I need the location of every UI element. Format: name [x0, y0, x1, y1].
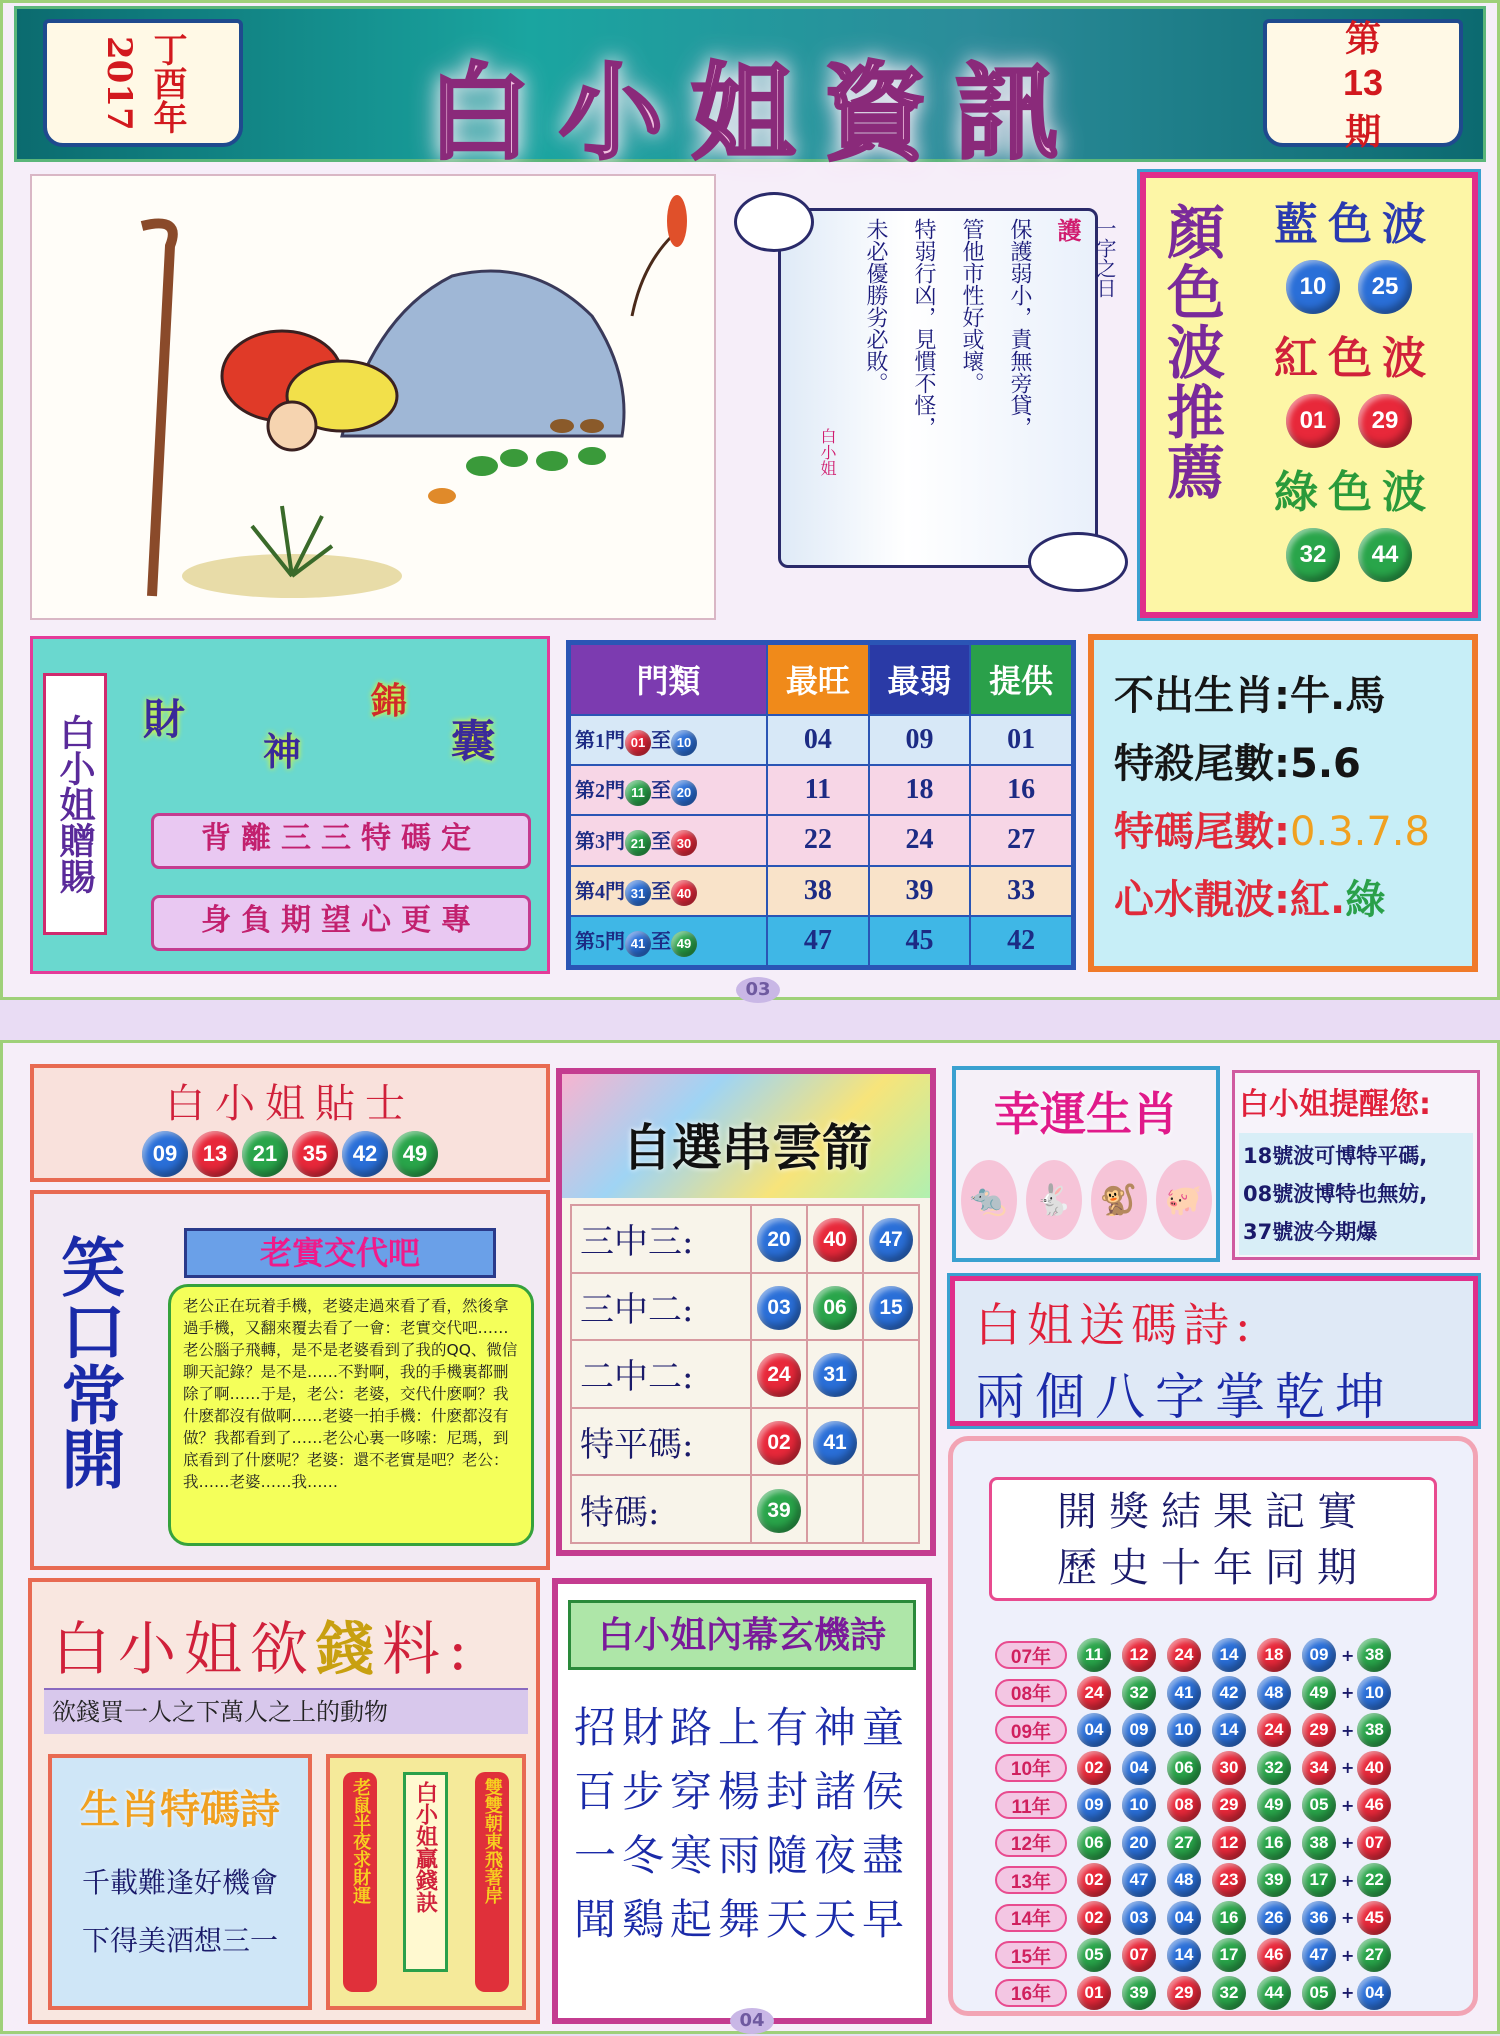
door-table-row: [570, 765, 1072, 815]
number-ball: 31: [625, 880, 651, 906]
number-ball: 20: [757, 1218, 801, 1262]
tip-wave-label: 心水靚波:紅.: [1114, 877, 1346, 923]
tip-special-tail-value: 0.3.7.8: [1290, 809, 1430, 855]
pick-row: [571, 1340, 919, 1408]
wave-label: 紅色波: [1274, 333, 1436, 384]
history-year: 10年: [995, 1754, 1067, 1782]
door-range-cell: [570, 916, 767, 966]
number-ball: 29: [1212, 1788, 1246, 1822]
scroll-panel: [728, 188, 1128, 608]
number-ball: 29: [1167, 1976, 1201, 2010]
number-ball: 06: [1077, 1826, 1111, 1860]
number-ball: 47: [869, 1218, 913, 1262]
wave-label: 藍色波: [1274, 199, 1436, 250]
history-year: 14年: [995, 1904, 1067, 1932]
year: 2017: [99, 35, 139, 131]
number-ball: 23: [1212, 1863, 1246, 1897]
door-value-cell: 11: [767, 765, 869, 815]
pick-cell: [751, 1340, 807, 1408]
history-year: 08年: [995, 1679, 1067, 1707]
history-year: 13年: [995, 1866, 1067, 1894]
number-ball: 18: [1257, 1638, 1291, 1672]
tips-title: 白小姐貼士: [165, 1081, 415, 1127]
lantern-right: 雙雙朝東飛著岸: [475, 1772, 509, 1992]
door-value-cell: 09: [869, 715, 971, 765]
number-ball: 38: [1357, 1713, 1391, 1747]
masthead: [14, 6, 1486, 174]
page-number-top: 03: [736, 977, 780, 1003]
lucky-animals: [956, 1160, 1216, 1240]
number-ball: 07: [1357, 1826, 1391, 1860]
money-title-2: 料:: [382, 1615, 476, 1683]
tips-panel: [1088, 634, 1478, 972]
number-ball: 02: [1077, 1863, 1111, 1897]
gift-phrase-1: 背離三三特碼定: [151, 813, 531, 869]
pick-cell: [863, 1408, 919, 1476]
number-ball: 46: [1257, 1938, 1291, 1972]
number-ball: 21: [242, 1131, 288, 1177]
zodiac-year: 丁酉年: [147, 32, 187, 134]
number-ball: 49: [1302, 1676, 1336, 1710]
number-ball: 47: [1122, 1863, 1156, 1897]
number-ball: 45: [1357, 1901, 1391, 1935]
number-ball: 10: [1286, 260, 1340, 314]
door-table-header-cell: 提供: [970, 644, 1072, 715]
number-poem-line: 兩個八字掌乾坤: [975, 1368, 1395, 1426]
number-poem-title: 白姐送碼詩:: [975, 1298, 1257, 1352]
rat-icon: 🐀: [961, 1160, 1017, 1240]
door-value-cell: 45: [869, 916, 971, 966]
pick-cell: [863, 1273, 919, 1341]
number-ball: 35: [292, 1131, 338, 1177]
number-ball: 10: [1167, 1713, 1201, 1747]
number-ball: 29: [1358, 394, 1412, 448]
door-value-cell: 47: [767, 916, 869, 966]
number-ball: 41: [625, 931, 651, 957]
number-ball: 40: [1357, 1751, 1391, 1785]
char-shen: 神: [263, 729, 302, 774]
pick-cell: [863, 1340, 919, 1408]
number-ball: 11: [1077, 1638, 1111, 1672]
pick-label: 特碼:: [571, 1475, 751, 1543]
joke-title: 老實交代吧: [184, 1228, 496, 1278]
number-ball: 39: [1122, 1976, 1156, 2010]
pick-cell: [807, 1205, 863, 1273]
number-ball: 06: [813, 1286, 857, 1330]
door-label: 第3門: [575, 830, 625, 853]
number-ball: 20: [671, 780, 697, 806]
history-year: 07年: [995, 1641, 1067, 1669]
money-title-money: 錢: [316, 1615, 383, 1683]
number-ball: 08: [1167, 1788, 1201, 1822]
pick-cell: [863, 1475, 919, 1543]
history-year: 15年: [995, 1941, 1067, 1969]
number-ball: 48: [1167, 1863, 1201, 1897]
pick-cell: [863, 1205, 919, 1273]
number-ball: 16: [1257, 1826, 1291, 1860]
plus-sign: +: [1341, 1983, 1355, 2002]
pick-label: 二中二:: [571, 1340, 751, 1408]
number-ball: 24: [1077, 1676, 1111, 1710]
number-ball: 05: [1302, 1788, 1336, 1822]
number-ball: 01: [625, 730, 651, 756]
lucky-title: 幸運生肖: [994, 1087, 1178, 1141]
number-ball: 30: [1212, 1751, 1246, 1785]
number-ball: 24: [757, 1353, 801, 1397]
scroll-line: 保護弱小，責無旁貸，: [1007, 218, 1032, 438]
number-ball: 47: [1302, 1938, 1336, 1972]
rabbit-icon: 🐇: [1026, 1160, 1082, 1240]
reminder-title: 白小姐提醒您:: [1239, 1087, 1431, 1122]
zodiac-poem-box: [48, 1754, 312, 2010]
history-title-2: 歷史十年同期: [1057, 1545, 1369, 1591]
door-table-row: [570, 866, 1072, 916]
door-to-label: 至: [651, 830, 671, 853]
lucky-zodiac-panel: [952, 1066, 1220, 1262]
plus-sign: +: [1341, 1870, 1355, 1890]
tips-balls-panel: [30, 1064, 550, 1182]
number-ball: 32: [1122, 1676, 1156, 1710]
number-ball: 27: [1167, 1826, 1201, 1860]
number-ball: 09: [1302, 1638, 1336, 1672]
mystery-poem-line: 一冬寒雨隨夜盡: [573, 1831, 910, 1880]
reminder-line: 08號波博特也無妨,: [1243, 1182, 1428, 1206]
mystery-poem-title: 白小姐內幕玄機詩: [568, 1600, 916, 1670]
pick-cell: [807, 1475, 863, 1543]
scroll-heading-text: 一字之日: [1093, 218, 1117, 298]
pick-label: 三中三:: [571, 1205, 751, 1273]
number-ball: 46: [1357, 1788, 1391, 1822]
scroll-line: 特弱行凶，見慣不怪，: [911, 218, 936, 438]
plus-sign: +: [1341, 1833, 1355, 1852]
door-range-cell: [570, 715, 767, 765]
number-poem-panel: [950, 1276, 1478, 1426]
number-ball: 06: [1167, 1751, 1201, 1785]
number-ball: 44: [1358, 528, 1412, 582]
door-value-cell: 42: [970, 916, 1072, 966]
number-ball: 41: [1167, 1676, 1201, 1710]
wave-groups: [1274, 188, 1464, 582]
door-value-cell: 22: [767, 815, 869, 865]
number-ball: 38: [1357, 1638, 1391, 1672]
door-table-row: [570, 916, 1072, 966]
issue-prefix: 第: [1344, 18, 1381, 60]
history-panel: [948, 1436, 1478, 2016]
number-ball: 09: [1122, 1713, 1156, 1747]
number-ball: 39: [1257, 1863, 1291, 1897]
number-ball: 30: [671, 830, 697, 856]
number-ball: 01: [1077, 1976, 1111, 2010]
history-year: 16年: [995, 1979, 1067, 2007]
number-ball: 40: [671, 880, 697, 906]
number-ball: 09: [142, 1131, 188, 1177]
number-ball: 41: [813, 1421, 857, 1465]
child-and-rock-illustration: [32, 176, 718, 622]
history-row: [995, 1900, 1391, 1936]
tips-balls: [34, 1131, 546, 1177]
number-ball: 04: [1077, 1713, 1111, 1747]
number-ball: 32: [1286, 528, 1340, 582]
door-value-cell: 27: [970, 815, 1072, 865]
number-ball: 21: [625, 830, 651, 856]
history-row: [995, 1787, 1391, 1823]
door-value-cell: 01: [970, 715, 1072, 765]
char-cai: 財: [143, 695, 186, 744]
number-ball: 44: [1257, 1976, 1291, 2010]
history-year: 12年: [995, 1829, 1067, 1857]
plus-sign: +: [1341, 1720, 1355, 1740]
door-table-header-cell: 門類: [570, 644, 767, 715]
golden-bag-panel: [30, 636, 550, 974]
pick-row: [571, 1273, 919, 1341]
number-ball: 49: [1257, 1788, 1291, 1822]
zodiac-poem-line-2: 下得美酒想三一: [81, 1924, 278, 1957]
scroll-curl-top: [734, 192, 814, 252]
plus-sign: +: [1341, 1645, 1355, 1665]
number-ball: 04: [1122, 1751, 1156, 1785]
number-ball: 12: [1212, 1826, 1246, 1860]
number-ball: 04: [1357, 1976, 1391, 2010]
number-ball: 12: [1122, 1638, 1156, 1672]
door-label: 第2門: [575, 780, 625, 803]
number-ball: 05: [1302, 1976, 1336, 2010]
door-range-cell: [570, 815, 767, 865]
number-ball: 22: [1357, 1863, 1391, 1897]
door-value-cell: 24: [869, 815, 971, 865]
money-riddle-panel: [28, 1578, 540, 2024]
number-ball: 36: [1302, 1901, 1336, 1935]
number-ball: 38: [1302, 1826, 1336, 1860]
number-ball: 32: [1257, 1751, 1291, 1785]
money-title-1: 白小姐欲: [52, 1615, 317, 1683]
door-table-row: [570, 715, 1072, 765]
door-to-label: 至: [651, 780, 671, 803]
scroll-heading: [1048, 218, 1124, 548]
number-ball: 42: [342, 1131, 388, 1177]
door-range-cell: [570, 765, 767, 815]
plus-sign: +: [1341, 1758, 1355, 1777]
number-ball: 17: [1212, 1938, 1246, 1972]
lantern-mid: 白小姐贏錢訣: [403, 1772, 448, 1972]
pick-table: [570, 1204, 920, 1544]
number-ball: 09: [1077, 1788, 1111, 1822]
number-ball: 16: [1212, 1901, 1246, 1935]
history-row: [995, 1975, 1391, 2011]
pick-label: 三中二:: [571, 1273, 751, 1341]
door-table-panel: [566, 640, 1076, 970]
wave-balls: [1286, 260, 1464, 314]
number-ball: 29: [1302, 1713, 1336, 1747]
number-ball: 10: [671, 730, 697, 756]
color-wave-panel: [1140, 172, 1478, 618]
number-ball: 10: [1357, 1676, 1391, 1710]
tip-no-zodiac: 不出生肖:牛.馬: [1114, 673, 1386, 719]
pick-cell: [751, 1205, 807, 1273]
joke-text: 老公正在玩着手機，老婆走過來看了看，然後拿過手機，又翻來覆去看了一會：老實交代吧……老公腦子飛轉，是不是老婆看到了我的QQ、微信聊天記錄？是不是……不對啊，我的手機裏都刪除了啊……于是，老公：老婆，交代什麽啊？我什麽都沒有做啊……老婆一拍手機：什麽都沒有做？我都看到了……老公心裏一哆嗦：尼瑪，到底看到了什麽呢？老婆：還不老實是吧？老公：我……老婆……我……: [168, 1284, 534, 1546]
number-ball: 03: [757, 1286, 801, 1330]
plus-sign: +: [1341, 1945, 1355, 1965]
mystery-poem-line: 聞鷄起舞天天早: [573, 1895, 910, 1944]
number-ball: 15: [869, 1286, 913, 1330]
history-row: [995, 1825, 1391, 1861]
char-jin: 錦: [371, 680, 408, 722]
door-value-cell: 18: [869, 765, 971, 815]
door-table-header-cell: 最旺: [767, 644, 869, 715]
number-ball: 02: [1077, 1901, 1111, 1935]
number-ball: 25: [1358, 260, 1412, 314]
gift-phrase-2: 身負期望心更專: [151, 895, 531, 951]
plus-sign: +: [1341, 1795, 1355, 1815]
pick-row: [571, 1205, 919, 1273]
number-ball: 39: [757, 1489, 801, 1533]
number-ball: 01: [1286, 394, 1340, 448]
number-ball: 10: [1122, 1788, 1156, 1822]
year-book: [43, 19, 243, 147]
tip-wave-green: 綠: [1345, 877, 1386, 923]
door-table-row: [570, 815, 1072, 865]
number-ball: 07: [1122, 1938, 1156, 1972]
number-ball: 26: [1257, 1901, 1291, 1935]
door-to-label: 至: [651, 730, 671, 753]
number-ball: 24: [1257, 1713, 1291, 1747]
pick-row: [571, 1408, 919, 1476]
number-ball: 31: [813, 1353, 857, 1397]
scroll-line: 未必優勝劣必敗。: [863, 218, 888, 394]
wave-vertical-title: 顏色波推薦: [1156, 202, 1225, 502]
number-ball: 42: [1212, 1676, 1246, 1710]
number-ball: 17: [1302, 1863, 1336, 1897]
number-ball: 34: [1302, 1751, 1336, 1785]
issue-number: 13: [1342, 62, 1384, 103]
door-table: [569, 643, 1073, 967]
pick-cell: [751, 1475, 807, 1543]
mystery-poem-line: 招財路上有神童: [573, 1703, 910, 1752]
pick-cell: [751, 1408, 807, 1476]
tip-wave: [1094, 866, 1472, 934]
number-ball: 14: [1212, 1713, 1246, 1747]
mystery-poem-panel: [552, 1578, 932, 2024]
plus-sign: +: [1341, 1683, 1355, 1702]
wave-label: 綠色波: [1274, 467, 1436, 518]
number-ball: 04: [1167, 1901, 1201, 1935]
number-ball: 24: [1167, 1638, 1201, 1672]
pick-title: 自選串雲箭: [622, 1118, 872, 1177]
number-ball: 40: [813, 1218, 857, 1262]
issue-suffix: 期: [1344, 111, 1381, 153]
history-row: [995, 1675, 1391, 1711]
history-row: [995, 1862, 1391, 1898]
zodiac-poem-line-1: 千載難逢好機會: [81, 1866, 278, 1899]
history-title-1: 開獎結果記實: [1057, 1489, 1369, 1535]
door-to-label: 至: [651, 880, 671, 903]
pick-row: [571, 1475, 919, 1543]
monkey-icon: 🐒: [1091, 1160, 1147, 1240]
door-label: 第1門: [575, 730, 625, 753]
number-ball: 27: [1357, 1938, 1391, 1972]
money-riddle: 欲錢買一人之下萬人之上的動物: [44, 1688, 528, 1734]
door-table-header: [570, 644, 1072, 715]
plus-sign: +: [1341, 1908, 1355, 1927]
door-value-cell: 04: [767, 715, 869, 765]
issue-book: [1263, 18, 1463, 153]
char-nang: 囊: [451, 716, 495, 767]
pick-cell: [751, 1273, 807, 1341]
number-ball: 20: [1122, 1826, 1156, 1860]
number-ball: 48: [1257, 1676, 1291, 1710]
door-value-cell: 33: [970, 866, 1072, 916]
door-range-cell: [570, 866, 767, 916]
number-ball: 02: [1077, 1751, 1111, 1785]
cartoon-illustration: [30, 174, 716, 620]
masthead-title: 白小姐資訊: [426, 51, 1087, 174]
pig-icon: 🐖: [1156, 1160, 1212, 1240]
wave-balls: [1286, 394, 1464, 448]
number-ball: 32: [1212, 1976, 1246, 2010]
reminder-line: 37號波今期爆: [1243, 1220, 1378, 1244]
zodiac-poem-title: 生肖特碼詩: [80, 1786, 280, 1833]
history-row: [995, 1637, 1391, 1673]
self-pick-panel: [556, 1068, 936, 1556]
door-table-header-cell: 最弱: [869, 644, 971, 715]
wave-balls: [1286, 528, 1464, 582]
tip-kill-tail: 特殺尾數:5.6: [1114, 741, 1361, 787]
number-ball: 05: [1077, 1938, 1111, 1972]
lanterns-box: [326, 1754, 526, 2010]
number-ball: 14: [1212, 1638, 1246, 1672]
mystery-poem-line: 百步穿楊封諸侯: [573, 1767, 910, 1816]
joke-side-title: 笑口常開: [50, 1234, 126, 1490]
door-label: 第5門: [575, 931, 625, 954]
number-ball: 13: [192, 1131, 238, 1177]
number-ball: 14: [1167, 1938, 1201, 1972]
door-value-cell: 16: [970, 765, 1072, 815]
reminder-panel: [1232, 1070, 1480, 1260]
scroll-keyword: 護: [1053, 218, 1082, 242]
number-ball: 11: [625, 780, 651, 806]
pick-label: 特平碼:: [571, 1408, 751, 1476]
money-title: [52, 1602, 476, 1686]
gift-side-label: 白小姐贈賜: [43, 673, 107, 935]
number-ball: 49: [671, 931, 697, 957]
door-label: 第4門: [575, 880, 625, 903]
pick-cell: [807, 1340, 863, 1408]
scroll-sign: 白小姐: [818, 428, 837, 476]
lantern-left: 老鼠半夜求財運: [343, 1772, 377, 1992]
tip-special-tail: [1094, 798, 1472, 866]
number-ball: 03: [1122, 1901, 1156, 1935]
pick-cell: [807, 1408, 863, 1476]
history-row: [995, 1937, 1391, 1973]
scroll-line: 管他市性好或壞。: [959, 218, 984, 394]
page-number-bottom: 04: [730, 2008, 774, 2034]
history-row: [995, 1750, 1391, 1786]
number-ball: 49: [392, 1131, 438, 1177]
door-value-cell: 39: [869, 866, 971, 916]
tip-special-tail-label: 特碼尾數:: [1114, 809, 1290, 855]
reminder-line: 18號波可博特平碼,: [1243, 1144, 1428, 1168]
door-value-cell: 38: [767, 866, 869, 916]
history-year: 11年: [995, 1791, 1067, 1819]
door-to-label: 至: [651, 931, 671, 954]
history-year: 09年: [995, 1716, 1067, 1744]
number-ball: 02: [757, 1421, 801, 1465]
history-row: [995, 1712, 1391, 1748]
pick-cell: [807, 1273, 863, 1341]
